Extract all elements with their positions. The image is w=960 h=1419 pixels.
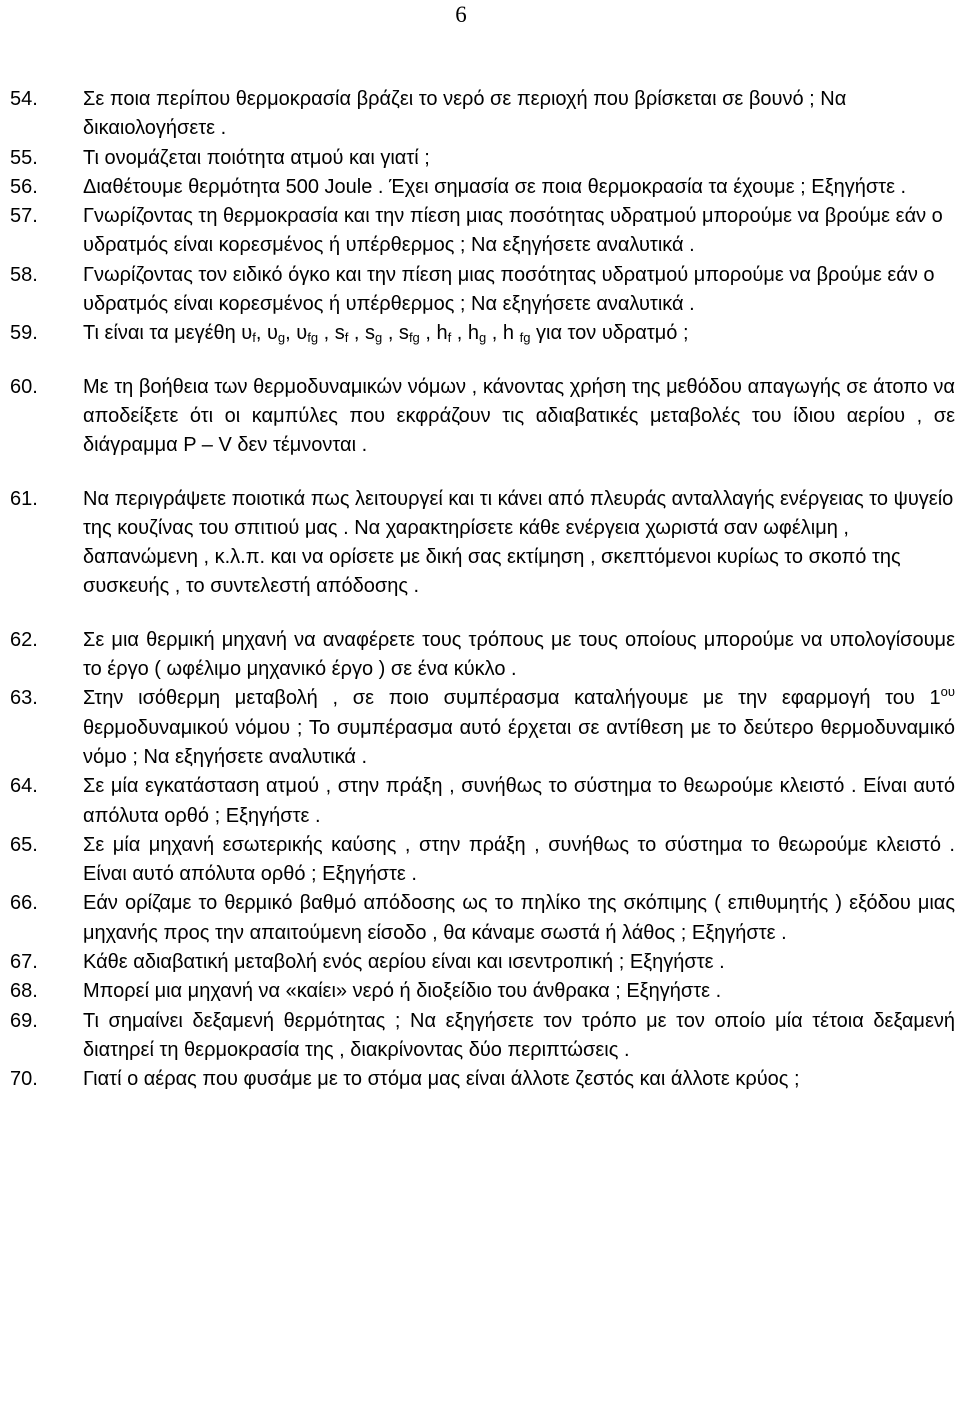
question-61 [10, 485, 955, 602]
question-55 [10, 144, 955, 173]
subscript: fg [307, 330, 319, 346]
question-text: Σε μία μηχανή εσωτερικής καύσης , στην πράξη , συνήθως το σύστημα το θεωρούμε κλειστό . Είναι αυτό απόλυτα ορθό ; Εξηγήστε . [83, 833, 955, 886]
question-number: 64. [10, 775, 38, 798]
question-69 [10, 1007, 955, 1066]
question-number: 67. [10, 951, 38, 974]
question-number: 59. [10, 322, 38, 345]
question-text [83, 319, 955, 348]
question-59 [10, 319, 955, 348]
question-text [83, 684, 955, 772]
question-56 [10, 173, 955, 202]
text-segment: , s [348, 322, 376, 345]
subscript: fg [408, 330, 420, 346]
question-text: Εάν ορίζαμε το θερμικό βαθμό απόδοσης ως το πηλίκο της σκόπιμης ( επιθυμητής ) εξόδου μιας μηχανής προς την απαιτούμενη είσοδο , θα κάναμε σωστά ή λάθος ; Εξηγήστε . [83, 892, 955, 944]
question-text: Να περιγράψετε ποιοτικά πως λειτουργεί και τι κάνει από πλευράς ανταλλαγής ενέργειας το ψυγείο της κουζίνας του σπιτιού μας . Να χαρακτηρίσετε κάθε ενέργεια χωριστά σαν ωφέλιμη , δαπανώμενη , κ.λ.π. και να ορίσετε με δική σας εκτίμηση , σκεπτόμενοι κυρίως το σκοπό της συσκευής , το συντελεστή απόδοσης . [83, 487, 954, 598]
text-segment: , υ [285, 322, 308, 345]
text-segment: , h [419, 322, 448, 345]
question-number: 63. [10, 687, 38, 710]
question-number: 61. [10, 487, 38, 510]
question-text: Γνωρίζοντας τη θερμοκρασία και την πίεση μιας ποσότητας υδρατμού μπορούμε να βρούμε εάν ο υδρατμός είναι κορεσμένος ή υπέρθερμος ; Να εξηγήσετε αναλυτικά . [83, 205, 943, 257]
subscript: g [479, 330, 487, 346]
question-text: Σε μία εγκατάσταση ατμού , στην πράξη , συνήθως το σύστημα το θεωρούμε κλειστό . Είναι αυτό απόλυτα ορθό ; Εξηγήστε . [83, 775, 955, 827]
question-number: 58. [10, 263, 38, 286]
question-number: 69. [10, 1009, 38, 1032]
question-number: 60. [10, 375, 38, 398]
question-text: Γιατί ο αέρας που φυσάμε με το στόμα μας είναι άλλοτε ζεστός και άλλοτε κρύος ; [83, 1068, 800, 1091]
question-text: Κάθε αδιαβατική μεταβολή ενός αερίου είναι και ισεντροπική ; Εξηγήστε . [83, 951, 725, 974]
subscript: g [277, 330, 286, 346]
text-segment: , h [486, 322, 520, 345]
text-segment: , υ [255, 322, 278, 345]
question-60 [10, 373, 955, 461]
subscript: f [447, 330, 452, 346]
question-70 [10, 1065, 955, 1094]
question-number: 56. [10, 175, 38, 198]
question-66 [10, 889, 955, 948]
text-segment: Στην ισόθερμη μεταβολή , σε ποιο συμπέρασμα καταλήγουμε με την εφαρμογή του 1 [83, 687, 941, 710]
question-text: Τι ονομάζεται ποιότητα ατμού και γιατί ; [83, 146, 430, 169]
question-68 [10, 977, 955, 1006]
question-number: 54. [10, 88, 38, 110]
question-67 [10, 948, 955, 977]
question-64 [10, 772, 955, 831]
question-text: Διαθέτουμε θερμότητα 500 Joule . Έχει σημασία σε ποια θερμοκρασία τα έχουμε ; Εξηγήστε . [83, 175, 907, 198]
subscript: f [344, 330, 349, 346]
text-segment: , s [318, 322, 345, 345]
text-segment: , h [451, 322, 479, 345]
question-text: Γνωρίζοντας τον ειδικό όγκο και την πίεση μιας ποσότητας υδρατμού μπορούμε να βρούμε εάν ο υδρατμός είναι κορεσμένος ή υπέρθερμος ; Να εξηγήσετε αναλυτικά . [83, 263, 935, 316]
question-57 [10, 202, 955, 261]
question-number: 70. [10, 1068, 38, 1091]
subscript: fg [519, 330, 531, 346]
question-text: Σε μια θερμική μηχανή να αναφέρετε τους τρόπους με τους οποίους μπορούμε να υπολογίσουμε το έργο ( ωφέλιμο μηχανικό έργο ) σε ένα κύκλο . [83, 628, 955, 681]
question-text: Σε ποια περίπου θερμοκρασία βράζει το νερό σε περιοχή που βρίσκεται σε βουνό ; Να δικαιολογήσετε . [83, 88, 847, 140]
question-number: 68. [10, 980, 38, 1003]
page-number: 6 [455, 2, 467, 27]
question-number: 55. [10, 146, 38, 169]
text-segment: θερμοδυναμικού νόμου ; Το συμπέρασμα αυτό έρχεται σε αντίθεση με το δεύτερο θερμοδυναμικό νόμο ; Να εξηγήσετε αναλυτικά . [83, 716, 955, 768]
text-segment: , s [382, 322, 409, 345]
subscript: f [252, 330, 256, 346]
question-58 [10, 261, 955, 320]
superscript: ου [940, 684, 955, 700]
question-text: Μπορεί μια μηχανή να «καίει» νερό ή διοξείδιο του άνθρακα ; Εξηγήστε . [83, 980, 722, 1003]
question-number: 57. [10, 205, 38, 228]
question-number: 62. [10, 628, 38, 651]
text-segment: για τον υδρατμό ; [530, 322, 689, 345]
question-text: Τι σημαίνει δεξαμενή θερμότητας ; Να εξηγήσετε τον τρόπο με τον οποίο μία τέτοια δεξαμενή διατηρεί τη θερμοκρασία της , διακρίνοντας δύο περιπτώσεις . [83, 1009, 955, 1061]
question-65 [10, 831, 955, 890]
subscript: g [375, 330, 383, 346]
question-list [10, 85, 955, 1095]
question-62 [10, 626, 955, 685]
question-number: 66. [10, 892, 38, 915]
text-segment: Τι είναι τα μεγέθη υ [83, 322, 253, 345]
question-text: Με τη βοήθεια των θερμοδυναμικών νόμων , κάνοντας χρήση της μεθόδου απαγωγής σε άτοπο να αποδείξετε ότι οι καμπύλες που εκφράζουν τις αδιαβατικές μεταβολές του ίδιου αερίου , σε διάγραμμα P – V δεν τέμνονται . [83, 375, 955, 457]
question-number: 65. [10, 833, 38, 856]
question-54 [10, 85, 955, 144]
question-63 [10, 684, 955, 772]
